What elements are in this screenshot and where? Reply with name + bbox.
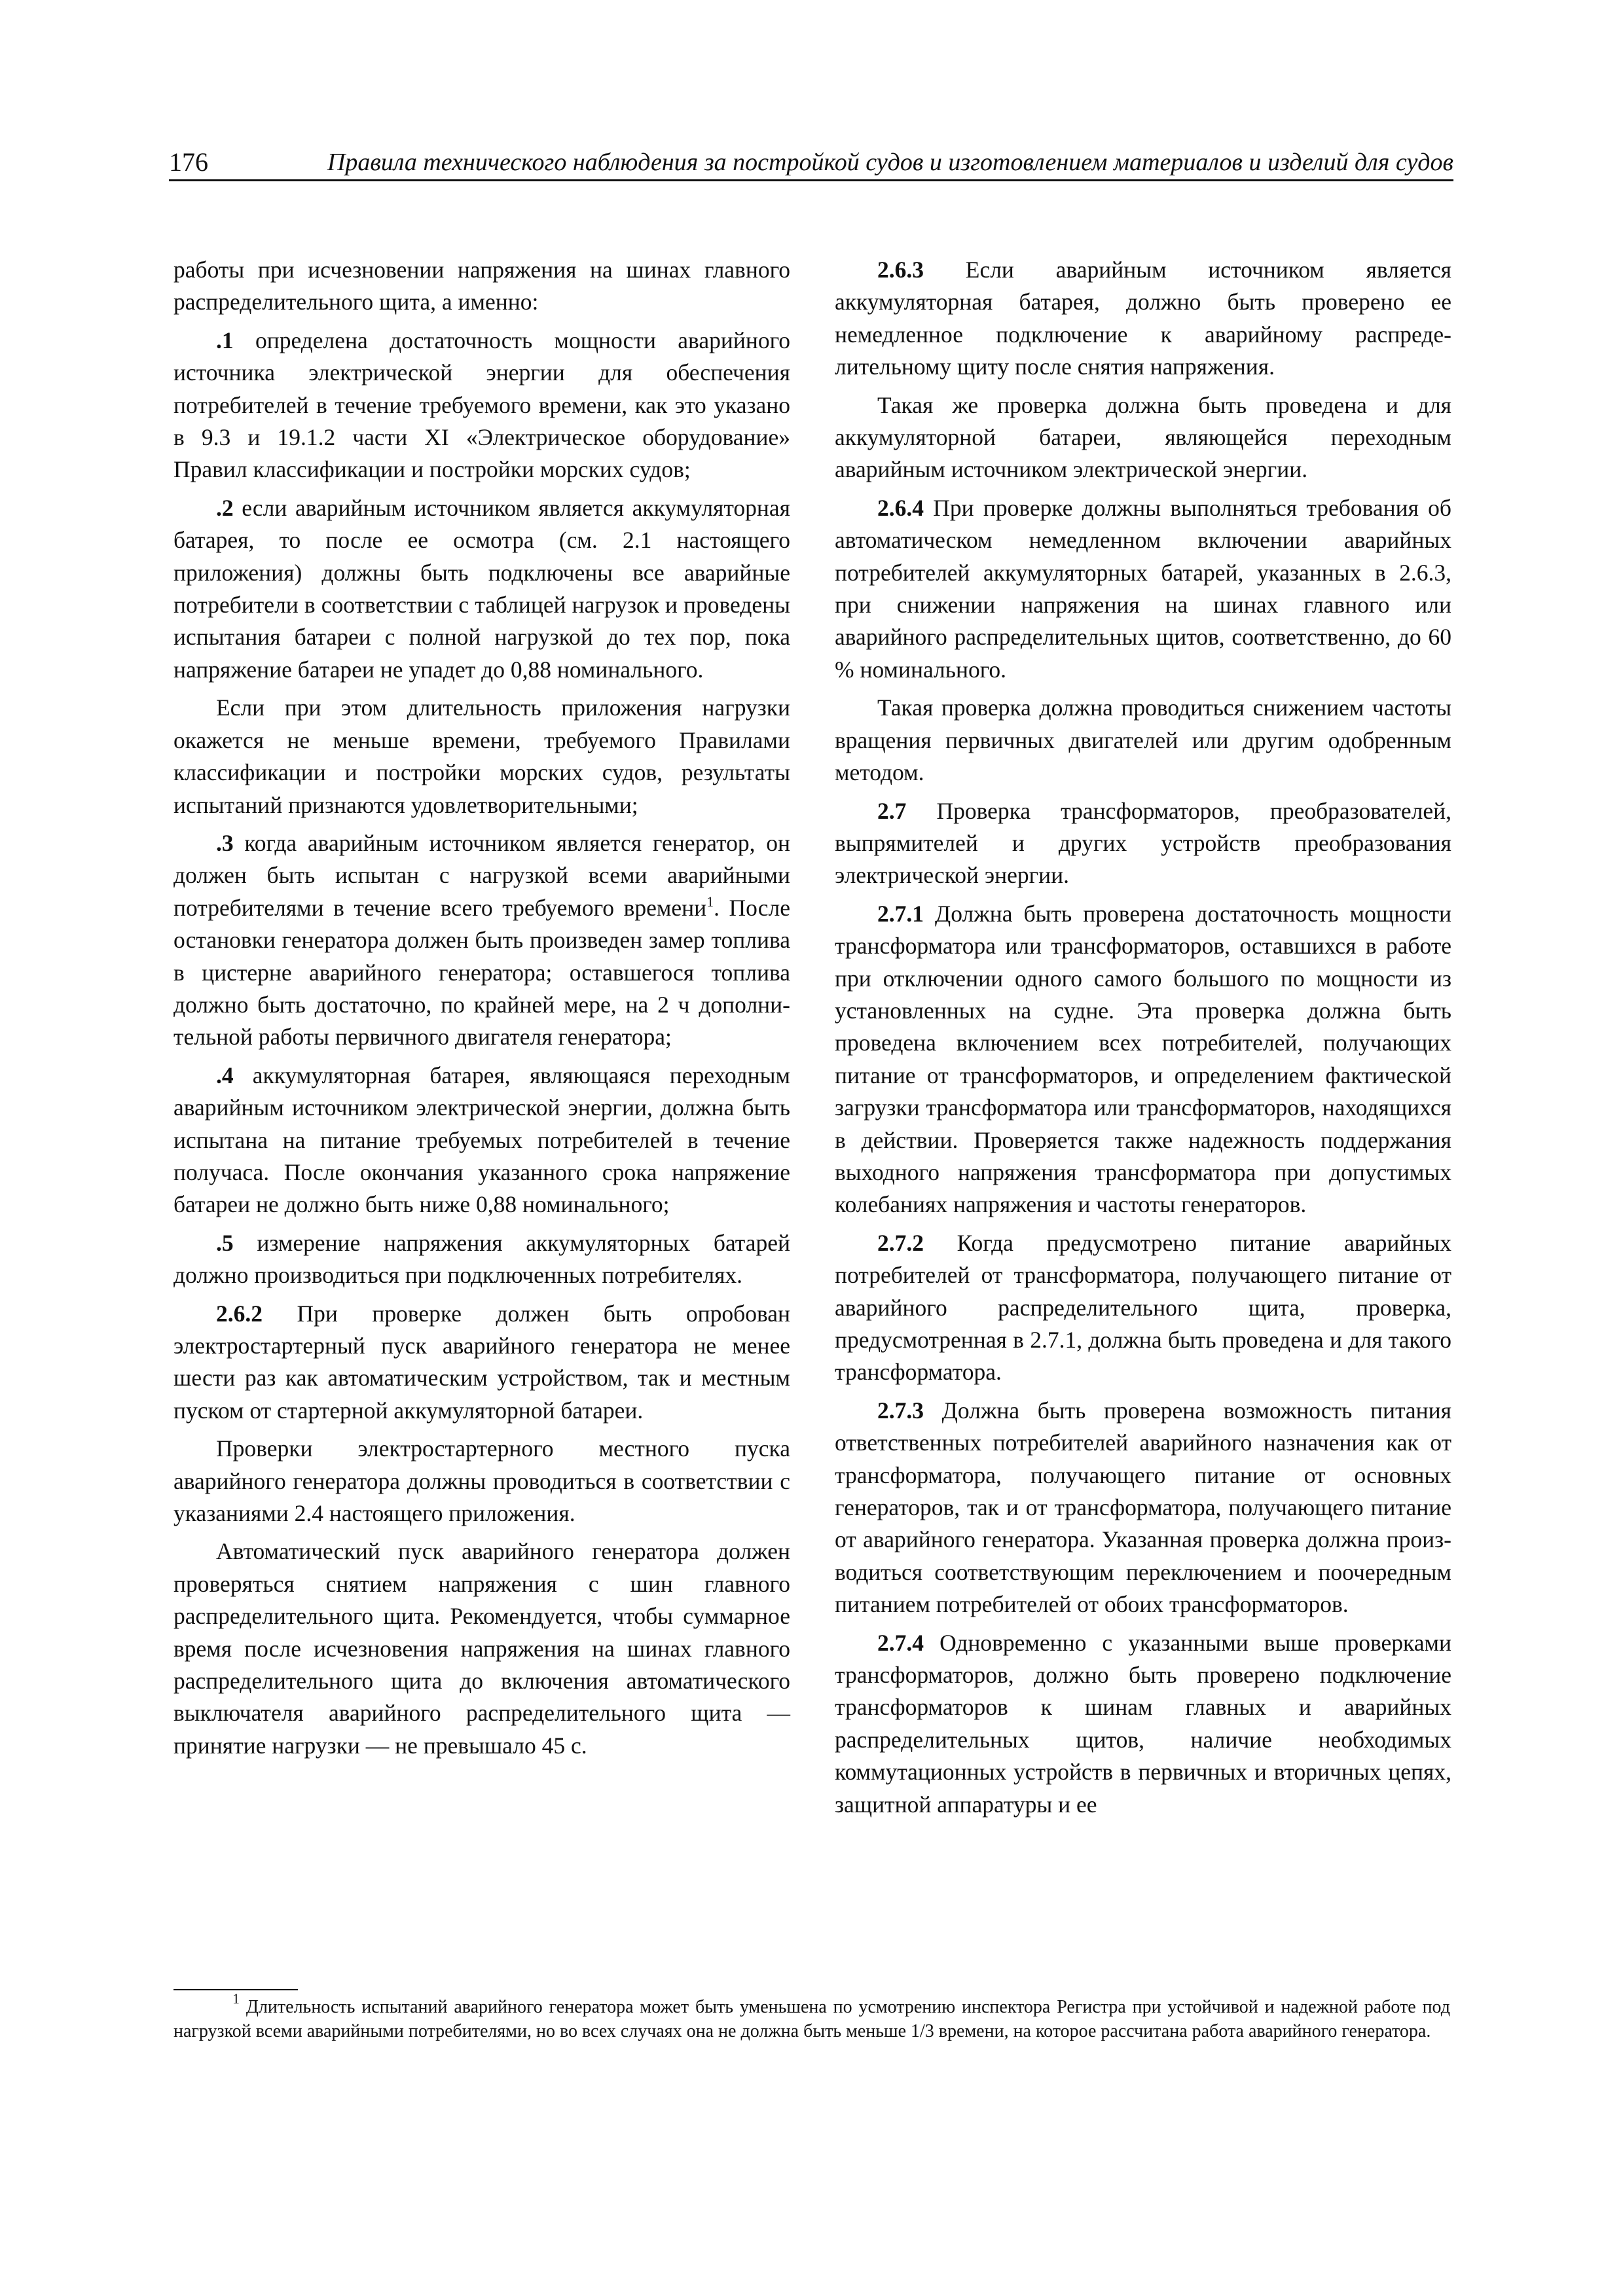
footnote-ref: 1 <box>706 893 714 910</box>
section-number: 2.7.1 <box>877 900 924 927</box>
section-number: 2.6.4 <box>877 494 924 521</box>
section-number: 2.6.3 <box>877 257 924 283</box>
item-number: .4 <box>216 1062 234 1088</box>
item-number: .2 <box>216 494 234 521</box>
item-number: .5 <box>216 1229 234 1256</box>
section-number: 2.7.3 <box>877 1397 924 1424</box>
section-2-7-3: 2.7.3 Должна быть проверена возможность питания ответственных потребителей аварийного назначения как от трансформатора, получающего питание от основных генераторов, так и от трансформатора, получающего питание от аварийного генератора. Указанная проверка должна производиться соответствующим переключением и поочередным питанием потребителей от обоих трансформаторов. <box>835 1397 1451 1618</box>
item-number: .3 <box>216 829 234 856</box>
section-2-7: 2.7 Проверка трансформаторов, преобразователей, выпрямителей и других устройств преобразования электрической энергии. <box>835 797 1451 889</box>
section-number: 2.7.4 <box>877 1629 924 1656</box>
paragraph: работы при исчезновении напряжения на шинах главного распределительного щита, а именно: <box>173 257 790 315</box>
paragraph: Такая же проверка должна быть проведена и для аккумуляторной батареи, являющейся переходным аварийным источником электрической энергии. <box>835 391 1451 483</box>
section-number: 2.7.2 <box>877 1229 924 1256</box>
item-number: .1 <box>216 327 234 353</box>
paragraph: Проверки электростартерного местного пуска аварийного генератора должны проводиться в соответствии с указаниями 2.4 настоящего приложения. <box>173 1435 790 1527</box>
page-number: 176 <box>169 147 208 177</box>
list-item-5: .5 измерение напряжения аккумуляторных батарей должно производиться при подключенных потребителях. <box>173 1229 790 1289</box>
footnote <box>173 1990 1450 2043</box>
section-2-6-4: 2.6.4 При проверке должны выполняться требования об автоматическом немедленном включении аварийных потребителей аккумуляторных батарей, указанных в 2.6.3, при снижении напряжения на шинах главного или аварийного распределительных щитов, соответственно, до 60 % номинального. <box>835 494 1451 683</box>
paragraph: Автоматический пуск аварийного генератора должен проверяться снятием напряжения с шин главного распределительного щита. Рекомендуется, чтобы суммарное время после исчезновения напряжения на шинах главного распределительного щита до включения автоматического выключателя аварийного распределительного щита — принятие нагрузки — не превышало 45 с. <box>173 1538 790 1759</box>
section-number: 2.7 <box>877 797 907 824</box>
section-2-7-1: 2.7.1 Должна быть проверена достаточность мощности трансформатора или трансформаторов, оставшихся в работе при отключении одного самого большого по мощности из установленных на судне. Эта проверка должна быть проведена включением всех потребителей, получающих питание от трансформаторов, и определением фактической загрузки трансформатора или трансформаторов, находящихся в действии. Проверяется также надежность поддержания выходного напряжения трансформатора при допустимых колебаниях напряжения и частоты генераторов. <box>835 900 1451 1218</box>
right-column <box>835 254 1451 1821</box>
section-2-6-3: 2.6.3 Если аварийным источником является аккумуляторная батарея, должно быть проверено ее немедленное подключение к аварийному распределительному щиту после снятия напряжения. <box>835 257 1451 380</box>
left-column <box>173 254 790 1762</box>
list-item-4: .4 аккумуляторная батарея, являющаяся переходным аварийным источником электрической энергии, должна быть испытана на питание требуемых потребителей в течение получаса. После окончания указанного срока напряжение батареи не должно быть ниже 0,88 номинального; <box>173 1062 790 1218</box>
list-item-2: .2 если аварийным источником является аккумуляторная батарея, то после ее осмотра (см. 2.1 настоящего приложения) должны быть подключены все аварийные потребители в соответствии с таблицей нагрузок и проведены испытания батареи с полной нагрузкой до тех пор, пока напряжение батареи не упадет до 0,88 номинального. <box>173 494 790 683</box>
list-item-3: .3 когда аварийным источником является генератор, он должен быть испытан с нагрузкой всеми аварийными потребителями в течение всего требуемого времени$^1$. После остановки генератора должен быть произведен замер топлива в цистерне аварийного генератора; оставшегося топлива должно быть достаточно, по крайней мере, на 2 ч дополнительной работы первичного двигателя генератора; <box>173 829 790 1050</box>
footnote-text: Длительность испытаний аварийного генератора может быть уменьшена по усмотрению инспектора Регистра при устойчивой и надежной работе под нагрузкой всеми аварийными потребителями, но во всех случаях она не должна быть меньше 1/3 времени, на которое рассчитана работа аварийного генератора. <box>173 1997 1450 2041</box>
paragraph: Если при этом длительность приложения нагрузки окажется не меньше времени, требуемого Правилами классификации и постройки морских судов, результаты испытаний признаются удовлетворительными; <box>173 694 790 818</box>
paragraph: Такая проверка должна проводиться снижением частоты вращения первичных двигателей или другим одобренным методом. <box>835 694 1451 786</box>
section-2-7-4: 2.7.4 Одновременно с указанными выше проверками трансформаторов, должно быть проверено подключение трансформаторов к шинам главных и аварийных распределительных щитов, наличие необходимых коммутационных устройств в первичных и вторичных цепях, защитной аппаратуры и ее <box>835 1629 1451 1818</box>
section-number: 2.6.2 <box>216 1300 263 1327</box>
section-2-6-2: 2.6.2 При проверке должен быть опробован электростартерный пуск аварийного генератора не менее шести раз как автоматическим устройством, так и местным пуском от стартерной аккумуляторной батареи. <box>173 1300 790 1424</box>
running-title: Правила технического наблюдения за постройкой судов и изготовлением материалов и изделий для судов <box>327 149 1453 176</box>
list-item-1: .1 определена достаточность мощности аварийного источника электрической энергии для обеспечения потребителей в течение требуемого времени, как это указано в 9.3 и 19.1.2 части XI «Электрическое оборудование» Правил классификации и постройки морских судов; <box>173 327 790 483</box>
section-2-7-2: 2.7.2 Когда предусмотрено питание аварийных потребителей от трансформатора, получающего питание от аварийного распределительного щита, проверка, предусмотренная в 2.7.1, должна быть проведена и для такого трансформатора. <box>835 1229 1451 1386</box>
running-header <box>169 147 1453 181</box>
footnote-marker: 1 <box>232 1990 240 2007</box>
